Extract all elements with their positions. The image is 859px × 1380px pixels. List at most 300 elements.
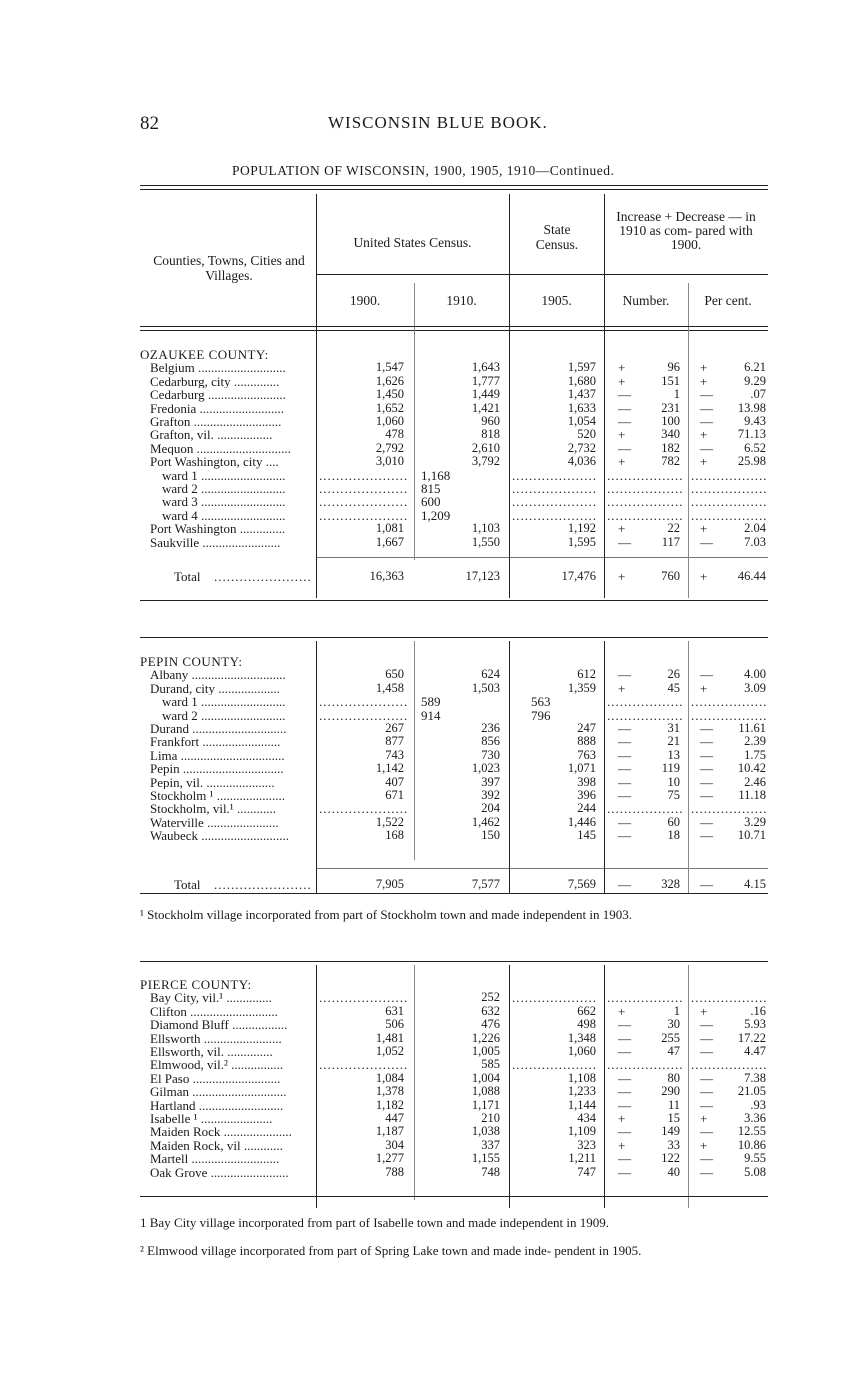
sign-percent: — [700, 1097, 713, 1113]
sign-number: + [618, 427, 626, 443]
value-number: 45 [667, 680, 680, 695]
value-percent: 7.03 [744, 534, 766, 549]
sign-percent: — [700, 747, 713, 763]
col-rule-3 [509, 965, 510, 1208]
leader-percent: .................. [691, 1058, 768, 1072]
value-number: 75 [667, 788, 680, 802]
sign-percent: — [700, 667, 713, 683]
value-1905: 1,595 [567, 534, 596, 549]
sign-percent: — [700, 721, 713, 736]
value-1900: 447 [385, 1111, 404, 1125]
col-rule-1 [316, 965, 317, 1208]
value-1905: 1,071 [567, 761, 596, 776]
sign-percent: + [700, 1137, 708, 1153]
ward-leader-percent: .................. [691, 695, 768, 709]
value-number: 60 [667, 814, 680, 829]
value-percent: .07 [750, 387, 766, 402]
col-rule-1 [316, 641, 317, 893]
county-heading: PEPIN COUNTY: [140, 654, 243, 669]
row-name: ward 1 .......................... [162, 695, 286, 709]
row-name: Stockholm, vil.¹ ............ [150, 802, 276, 816]
value-1910: 1,421 [471, 400, 500, 415]
value-1905: 1,633 [567, 400, 596, 415]
sign-number: — [618, 1017, 631, 1033]
ward-leader-number: .................. [607, 708, 684, 722]
value-number: 22 [667, 521, 680, 536]
sign-number: + [618, 521, 626, 537]
row-name: Belgium ........................... [150, 361, 286, 375]
sign-percent: + [700, 1003, 708, 1019]
row-name: ward 4 .......................... [162, 508, 286, 523]
sign-percent: + [700, 454, 708, 470]
total-label: Total [174, 569, 201, 584]
total-sign: + [618, 569, 626, 584]
row-name: Bay City, vil.¹ .............. [150, 991, 272, 1005]
row-name: Oak Grove ........................ [150, 1165, 289, 1179]
leader-percent: .................. [691, 991, 768, 1005]
value-1905: 1,054 [567, 414, 596, 428]
section-bottom-rule [140, 600, 768, 601]
section-bottom-rule [140, 893, 768, 894]
row-name: Port Washington .............. [150, 522, 286, 536]
value-number: 782 [661, 454, 680, 469]
total-rule-thin [316, 868, 768, 869]
total-rule-thin [316, 557, 768, 558]
sign-number: — [618, 414, 631, 429]
value-1910: 748 [481, 1164, 500, 1179]
value-percent: 3.36 [744, 1111, 766, 1125]
sign-percent: — [700, 1044, 713, 1059]
value-1905: 4,036 [567, 454, 596, 469]
value-1905: 398 [577, 774, 596, 789]
value-1900: 1,626 [375, 373, 404, 388]
row-name: Martell ........................... [150, 1152, 280, 1166]
sign-number: — [618, 747, 631, 763]
sign-number: + [618, 1003, 626, 1019]
column-header-state-census: State Census. [535, 222, 579, 252]
sign-percent: — [700, 400, 713, 416]
sign-percent: — [700, 414, 713, 429]
value-number: 117 [661, 534, 680, 549]
leader-number: .................. [607, 991, 684, 1005]
ward-value-1910: 914 [421, 707, 441, 723]
sign-percent: — [700, 1084, 713, 1100]
total-1900: 16,363 [369, 569, 404, 583]
value-number: 18 [667, 828, 680, 843]
sign-percent: — [700, 814, 713, 830]
value-1910: 1,023 [471, 761, 500, 776]
column-header-us-census: United States Census. [353, 235, 472, 250]
total-sign: — [618, 877, 631, 892]
sign-number: — [618, 788, 631, 803]
leader-1905: .................... [512, 991, 597, 1005]
ward-value-1905: 796 [531, 707, 551, 723]
value-1905: 520 [577, 427, 596, 442]
ward-leader-1905: .................... [512, 482, 597, 496]
value-1905: 747 [577, 1164, 596, 1179]
value-1910: 1,171 [471, 1097, 500, 1112]
value-number: 15 [667, 1111, 680, 1125]
value-1900: 650 [385, 667, 404, 682]
value-percent: 11.61 [738, 721, 766, 735]
sign-number: — [618, 1097, 631, 1113]
row-name: Lima ................................ [150, 748, 285, 763]
value-1910: 236 [481, 721, 500, 735]
value-percent: 13.98 [737, 400, 766, 415]
value-1905: 323 [577, 1137, 596, 1152]
value-1900: 1,458 [375, 680, 404, 695]
value-1900: 478 [385, 427, 404, 442]
value-percent: .93 [750, 1097, 766, 1112]
value-1905: 662 [577, 1003, 596, 1018]
value-1910: 818 [481, 427, 500, 442]
leader-percent: .................. [691, 802, 768, 816]
header-split-rule [316, 274, 768, 275]
value-1905: 1,680 [567, 373, 596, 388]
col-rule-3 [509, 330, 510, 598]
value-1910: 3,792 [471, 454, 500, 469]
sign-number: — [618, 1084, 631, 1100]
row-name: Cedarburg, city .............. [150, 374, 280, 389]
value-1910: 1,004 [471, 1070, 500, 1085]
value-percent: 10.71 [737, 828, 766, 843]
footnote-2: ² Elmwood village incorporated from part of Spring Lake town and made inde- pendent in 1905. [140, 1243, 642, 1258]
value-number: 1 [673, 387, 680, 402]
value-1905: 244 [577, 801, 596, 816]
value-number: 13 [667, 747, 680, 762]
sign-number: + [618, 360, 626, 376]
section-top-rule [140, 637, 768, 638]
total-1910: 7,577 [471, 877, 500, 891]
ward-value-1910: 1,168 [421, 467, 451, 483]
ward-value-1910: 1,209 [421, 507, 451, 523]
value-1900: 1,084 [375, 1070, 404, 1085]
value-number: 1 [673, 1003, 680, 1018]
value-1900: 1,182 [375, 1097, 404, 1112]
value-1910: 476 [481, 1017, 500, 1032]
value-number: 122 [661, 1151, 680, 1166]
value-percent: 2.39 [744, 734, 766, 749]
value-1910: 1,550 [471, 534, 500, 549]
value-1900: 788 [385, 1164, 404, 1179]
col-rule-1 [316, 194, 317, 330]
value-1900: 1,547 [375, 360, 404, 375]
leader-1900: ..................... [319, 991, 409, 1005]
sign-number: + [618, 454, 626, 470]
section-bottom-rule [140, 1196, 768, 1197]
total-1900: 7,905 [375, 877, 404, 891]
value-1905: 1,144 [567, 1097, 596, 1112]
total-percent: 46.44 [737, 569, 766, 583]
row-name: El Paso ........................... [150, 1071, 281, 1086]
ward-leader-1900: ..................... [319, 708, 409, 722]
value-1900: 1,060 [375, 414, 404, 428]
sign-percent: + [700, 680, 708, 696]
sign-number: — [618, 761, 631, 777]
sign-number: — [618, 1030, 631, 1046]
value-number: 340 [661, 427, 680, 442]
value-1910: 1,777 [471, 373, 500, 388]
value-percent: 5.93 [744, 1017, 766, 1032]
row-name: Ellsworth ........................ [150, 1031, 282, 1045]
sign-percent: — [700, 788, 713, 803]
value-1900: 877 [385, 734, 404, 749]
column-header-name: Counties, Towns, Cities and Villages. [153, 253, 305, 283]
value-1910: 1,643 [471, 360, 500, 375]
col-rule-5 [688, 965, 689, 1208]
sign-number: — [618, 1151, 631, 1167]
value-1900: 1,142 [375, 761, 404, 776]
col-rule-1 [316, 330, 317, 598]
col-rule-3 [509, 194, 510, 330]
value-number: 10 [667, 774, 680, 789]
sign-number: + [618, 373, 626, 389]
sign-number: — [618, 1124, 631, 1140]
value-percent: 3.29 [744, 814, 766, 829]
value-percent: 10.42 [737, 761, 766, 776]
value-percent: 2.46 [744, 774, 766, 789]
col-rule-4 [604, 641, 605, 893]
leader-number: .................. [607, 802, 684, 816]
value-1900: 1,522 [375, 814, 404, 829]
sign-number: + [618, 680, 626, 696]
row-name: Hartland .......................... [150, 1098, 284, 1112]
leader-number: .................. [607, 1058, 684, 1072]
row-name: ward 2 .......................... [162, 708, 286, 722]
value-number: 40 [667, 1164, 680, 1179]
sign-percent: — [700, 1164, 713, 1180]
sign-percent: + [700, 521, 708, 537]
col-rule-5 [688, 330, 689, 598]
value-1905: 498 [577, 1017, 596, 1032]
value-number: 119 [661, 761, 680, 776]
row-name: Waterville ...................... [150, 815, 279, 830]
sign-percent: — [700, 1017, 713, 1033]
value-number: 26 [667, 667, 680, 682]
value-1905: 1,359 [567, 680, 596, 695]
row-name: Maiden Rock ..................... [150, 1125, 292, 1139]
ward-leader-percent: .................. [691, 468, 768, 482]
value-percent: 7.38 [744, 1070, 766, 1085]
value-1905: 1,437 [567, 387, 596, 402]
sign-percent: — [700, 1030, 713, 1046]
value-number: 100 [661, 414, 680, 428]
value-1910: 1,226 [471, 1030, 500, 1045]
value-1900: 1,187 [375, 1124, 404, 1139]
total-1905: 17,476 [561, 569, 596, 583]
sign-percent: — [700, 534, 713, 550]
value-1905: 2,732 [567, 440, 596, 455]
value-1900: 2,792 [375, 440, 404, 455]
value-1900: 743 [385, 747, 404, 762]
sign-number: — [618, 814, 631, 830]
ward-leader-1900: ..................... [319, 495, 409, 509]
value-percent: 5.08 [744, 1164, 766, 1179]
sign-number: — [618, 534, 631, 550]
top-double-rule-2 [140, 189, 768, 190]
value-number: 11 [667, 1097, 680, 1112]
total-number: 328 [661, 877, 680, 891]
row-name: Cedarburg ........................ [150, 388, 286, 402]
value-number: 96 [667, 360, 680, 375]
row-name: Grafton ........................... [150, 415, 282, 429]
row-name: Fredonia .......................... [150, 401, 284, 415]
sign-number: — [618, 1164, 631, 1180]
value-1910: 1,005 [471, 1044, 500, 1058]
col-rule-4 [604, 965, 605, 1208]
value-1910: 2,610 [471, 440, 500, 455]
value-1900: 267 [385, 721, 404, 735]
row-name: Albany ............................. [150, 668, 286, 682]
table-title: POPULATION OF WISCONSIN, 1900, 1905, 1910—Continued. [232, 163, 615, 178]
row-name: Clifton ........................... [150, 1004, 278, 1019]
ward-leader-percent: .................. [691, 482, 768, 496]
row-name: Saukville ........................ [150, 535, 281, 549]
header-bottom-rule [140, 326, 768, 327]
running-title: WISCONSIN BLUE BOOK. [328, 113, 548, 132]
row-name: Pepin, vil. ..................... [150, 775, 275, 789]
value-1910: 585 [481, 1057, 500, 1072]
row-name: ward 3 .......................... [162, 495, 286, 509]
row-name: Grafton, vil. ................. [150, 428, 273, 442]
column-header-1900: 1900. [349, 293, 381, 308]
value-percent: 3.09 [744, 680, 766, 695]
value-1900: 3,010 [375, 454, 404, 469]
value-number: 47 [667, 1044, 680, 1058]
value-1905: 1,597 [567, 360, 596, 375]
sign-number: — [618, 667, 631, 683]
page-number: 82 [140, 113, 159, 134]
ward-leader-percent: .................. [691, 508, 768, 523]
total-label: Total [174, 877, 201, 892]
value-percent: 71.13 [737, 427, 766, 442]
value-1910: 337 [481, 1137, 500, 1152]
ward-value-1905: 563 [531, 694, 551, 710]
row-name: Isabelle ¹ ...................... [150, 1112, 273, 1126]
value-1905: 1,446 [567, 814, 596, 829]
sign-percent: — [700, 761, 713, 777]
value-1910: 856 [481, 734, 500, 749]
value-1910: 210 [481, 1111, 500, 1125]
row-name: Frankfort ........................ [150, 735, 281, 749]
value-number: 255 [661, 1030, 680, 1045]
value-1905: 1,192 [567, 521, 596, 536]
col-rule-2 [414, 641, 415, 860]
value-1905: 145 [577, 828, 596, 843]
value-percent: 10.86 [737, 1137, 766, 1152]
value-1910: 397 [481, 774, 500, 789]
value-1910: 1,462 [471, 814, 500, 829]
ward-leader-1905: .................... [512, 508, 597, 523]
county-heading: PIERCE COUNTY: [140, 977, 252, 992]
value-1910: 1,038 [471, 1124, 500, 1139]
value-1910: 632 [481, 1003, 500, 1018]
total-psign: + [700, 569, 708, 584]
sign-percent: + [700, 373, 708, 389]
total-1910: 17,123 [465, 569, 500, 583]
sign-percent: — [700, 387, 713, 403]
value-percent: 1.75 [744, 747, 766, 762]
value-1910: 624 [481, 667, 500, 682]
value-1910: 150 [481, 828, 500, 843]
col-rule-3 [509, 641, 510, 893]
row-name: Durand, city ................... [150, 681, 280, 696]
value-number: 31 [667, 721, 680, 735]
ward-leader-percent: .................. [691, 495, 768, 509]
row-name: ward 1 .......................... [162, 468, 286, 482]
value-1905: 1,348 [567, 1030, 596, 1045]
value-1905: 1,233 [567, 1084, 596, 1099]
value-1905: 434 [577, 1111, 596, 1125]
row-name: Waubeck ........................... [150, 829, 290, 843]
value-1905: 1,109 [567, 1124, 596, 1139]
value-percent: 9.29 [744, 373, 766, 388]
value-number: 182 [661, 440, 680, 455]
col-rule-5 [688, 641, 689, 893]
value-percent: 2.04 [744, 521, 766, 536]
column-header-1910: 1910. [446, 293, 477, 308]
ward-leader-number: .................. [607, 695, 684, 709]
sign-percent: — [700, 734, 713, 750]
value-1905: 1,108 [567, 1070, 596, 1085]
ward-value-1910: 589 [421, 694, 441, 710]
value-number: 231 [661, 400, 680, 415]
row-name: Elmwood, vil.² ................ [150, 1058, 284, 1072]
value-1905: 396 [577, 788, 596, 802]
sign-number: + [618, 1137, 626, 1153]
col-rule-4 [604, 330, 605, 598]
value-1900: 1,667 [375, 534, 404, 549]
row-name: Ellsworth, vil. .............. [150, 1045, 273, 1059]
value-1905: 1,060 [567, 1044, 596, 1058]
ward-leader-number: .................. [607, 495, 684, 509]
value-1910: 204 [481, 801, 500, 816]
value-1900: 506 [385, 1017, 404, 1032]
county-heading: OZAUKEE COUNTY: [140, 347, 269, 362]
ward-leader-1905: .................... [512, 468, 597, 482]
value-percent: 6.21 [744, 360, 766, 375]
value-1910: 1,103 [471, 521, 500, 536]
value-1900: 1,052 [375, 1044, 404, 1058]
value-percent: 4.47 [744, 1044, 766, 1058]
value-1900: 1,277 [375, 1151, 404, 1166]
ward-leader-1900: ..................... [319, 482, 409, 496]
leader-1905: .................... [512, 1058, 597, 1072]
row-name: Diamond Bluff ................. [150, 1018, 288, 1032]
value-number: 290 [661, 1084, 680, 1099]
value-1900: 168 [385, 828, 404, 843]
sign-number: — [618, 774, 631, 790]
value-number: 33 [667, 1137, 680, 1152]
value-percent: .16 [750, 1003, 766, 1018]
ward-leader-number: .................. [607, 468, 684, 482]
footnote-stockholm: ¹ Stockholm village incorporated from part of Stockholm town and made independent in 1903. [140, 907, 633, 922]
value-1900: 1,481 [375, 1030, 404, 1045]
header-bottom-rule-2 [140, 330, 768, 331]
sign-number: — [618, 387, 631, 403]
value-1910: 1,155 [471, 1151, 500, 1166]
value-1910: 392 [481, 788, 500, 802]
ward-leader-1900: ..................... [319, 468, 409, 482]
ward-value-1910: 600 [421, 494, 441, 510]
value-1900: 1,652 [375, 400, 404, 415]
row-name: Pepin ............................... [150, 762, 284, 776]
value-number: 80 [667, 1070, 680, 1085]
column-header-percent: Per cent. [704, 293, 752, 308]
value-1905: 1,211 [568, 1151, 596, 1166]
value-percent: 9.43 [744, 414, 766, 428]
sign-number: — [618, 440, 631, 456]
